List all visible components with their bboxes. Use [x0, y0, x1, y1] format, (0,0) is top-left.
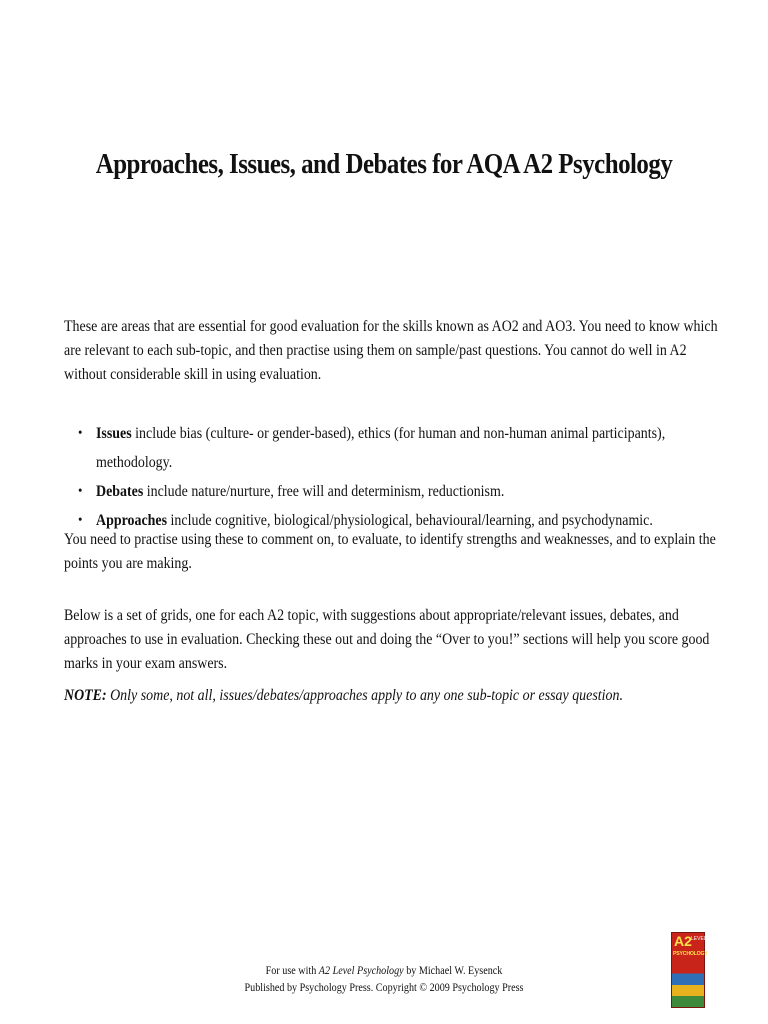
note-paragraph [64, 684, 724, 708]
footer-prefix: For use with [265, 965, 319, 977]
bullet-text: include bias (culture- or gender-based), ethics (for human and non-human animal participants), methodology. [96, 425, 666, 471]
cover-psychology-text: PSYCHOLOGY [673, 951, 708, 957]
note-label: NOTE: [64, 687, 107, 704]
bullet-term: Approaches [96, 512, 168, 529]
bullet-list [78, 419, 726, 535]
footer-copyright: Published by Psychology Press. Copyright © 2009 Psychology Press [244, 982, 524, 994]
cover-a2-text: A2 [674, 933, 692, 949]
bullet-icon: • [78, 513, 83, 528]
page-title: Approaches, Issues, and Debates for AQA A2 Psychology [95, 148, 673, 180]
intro-paragraph: These are areas that are essential for good evaluation for the skills known as AO2 and AO3. You need to know which are relevant to each sub-topic, and then practise using them on sample/past questions. You cannot do well in A2 without considerable skill in using evaluation. [64, 318, 718, 383]
note-text: Only some, not all, issues/debates/approaches apply to any one sub-topic or essay question. [106, 687, 623, 704]
book-cover-image [671, 932, 708, 1008]
bullet-text: include cognitive, biological/physiological, behavioural/learning, and psychodynamic. [167, 512, 653, 529]
bullet-term: Issues [96, 425, 132, 442]
grids-paragraph: Below is a set of grids, one for each A2 topic, with suggestions about appropriate/relevant issues, debates, and approaches to use in evaluation. Checking these out and doing the “Over to you!” sections will help you score good marks in your exam answers. [64, 607, 710, 672]
practise-paragraph: You need to practise using these to comment on, to evaluate, to identify strengths and weaknesses, and to explain the points you are making. [64, 531, 716, 572]
cover-level-text: LEVEL [691, 936, 707, 942]
bullet-debates [78, 477, 726, 506]
footer-line-1 [46, 963, 722, 980]
page-footer [46, 963, 722, 997]
bullet-text: include nature/nurture, free will and determinism, reductionism. [143, 483, 505, 500]
footer-suffix: by Michael W. Eysenck [403, 965, 503, 977]
bullet-icon: • [78, 426, 83, 441]
bullet-icon: • [78, 484, 83, 499]
bullet-term: Debates [96, 483, 144, 500]
footer-book-title: A2 Level Psychology [318, 965, 404, 977]
bullet-issues [78, 419, 726, 477]
